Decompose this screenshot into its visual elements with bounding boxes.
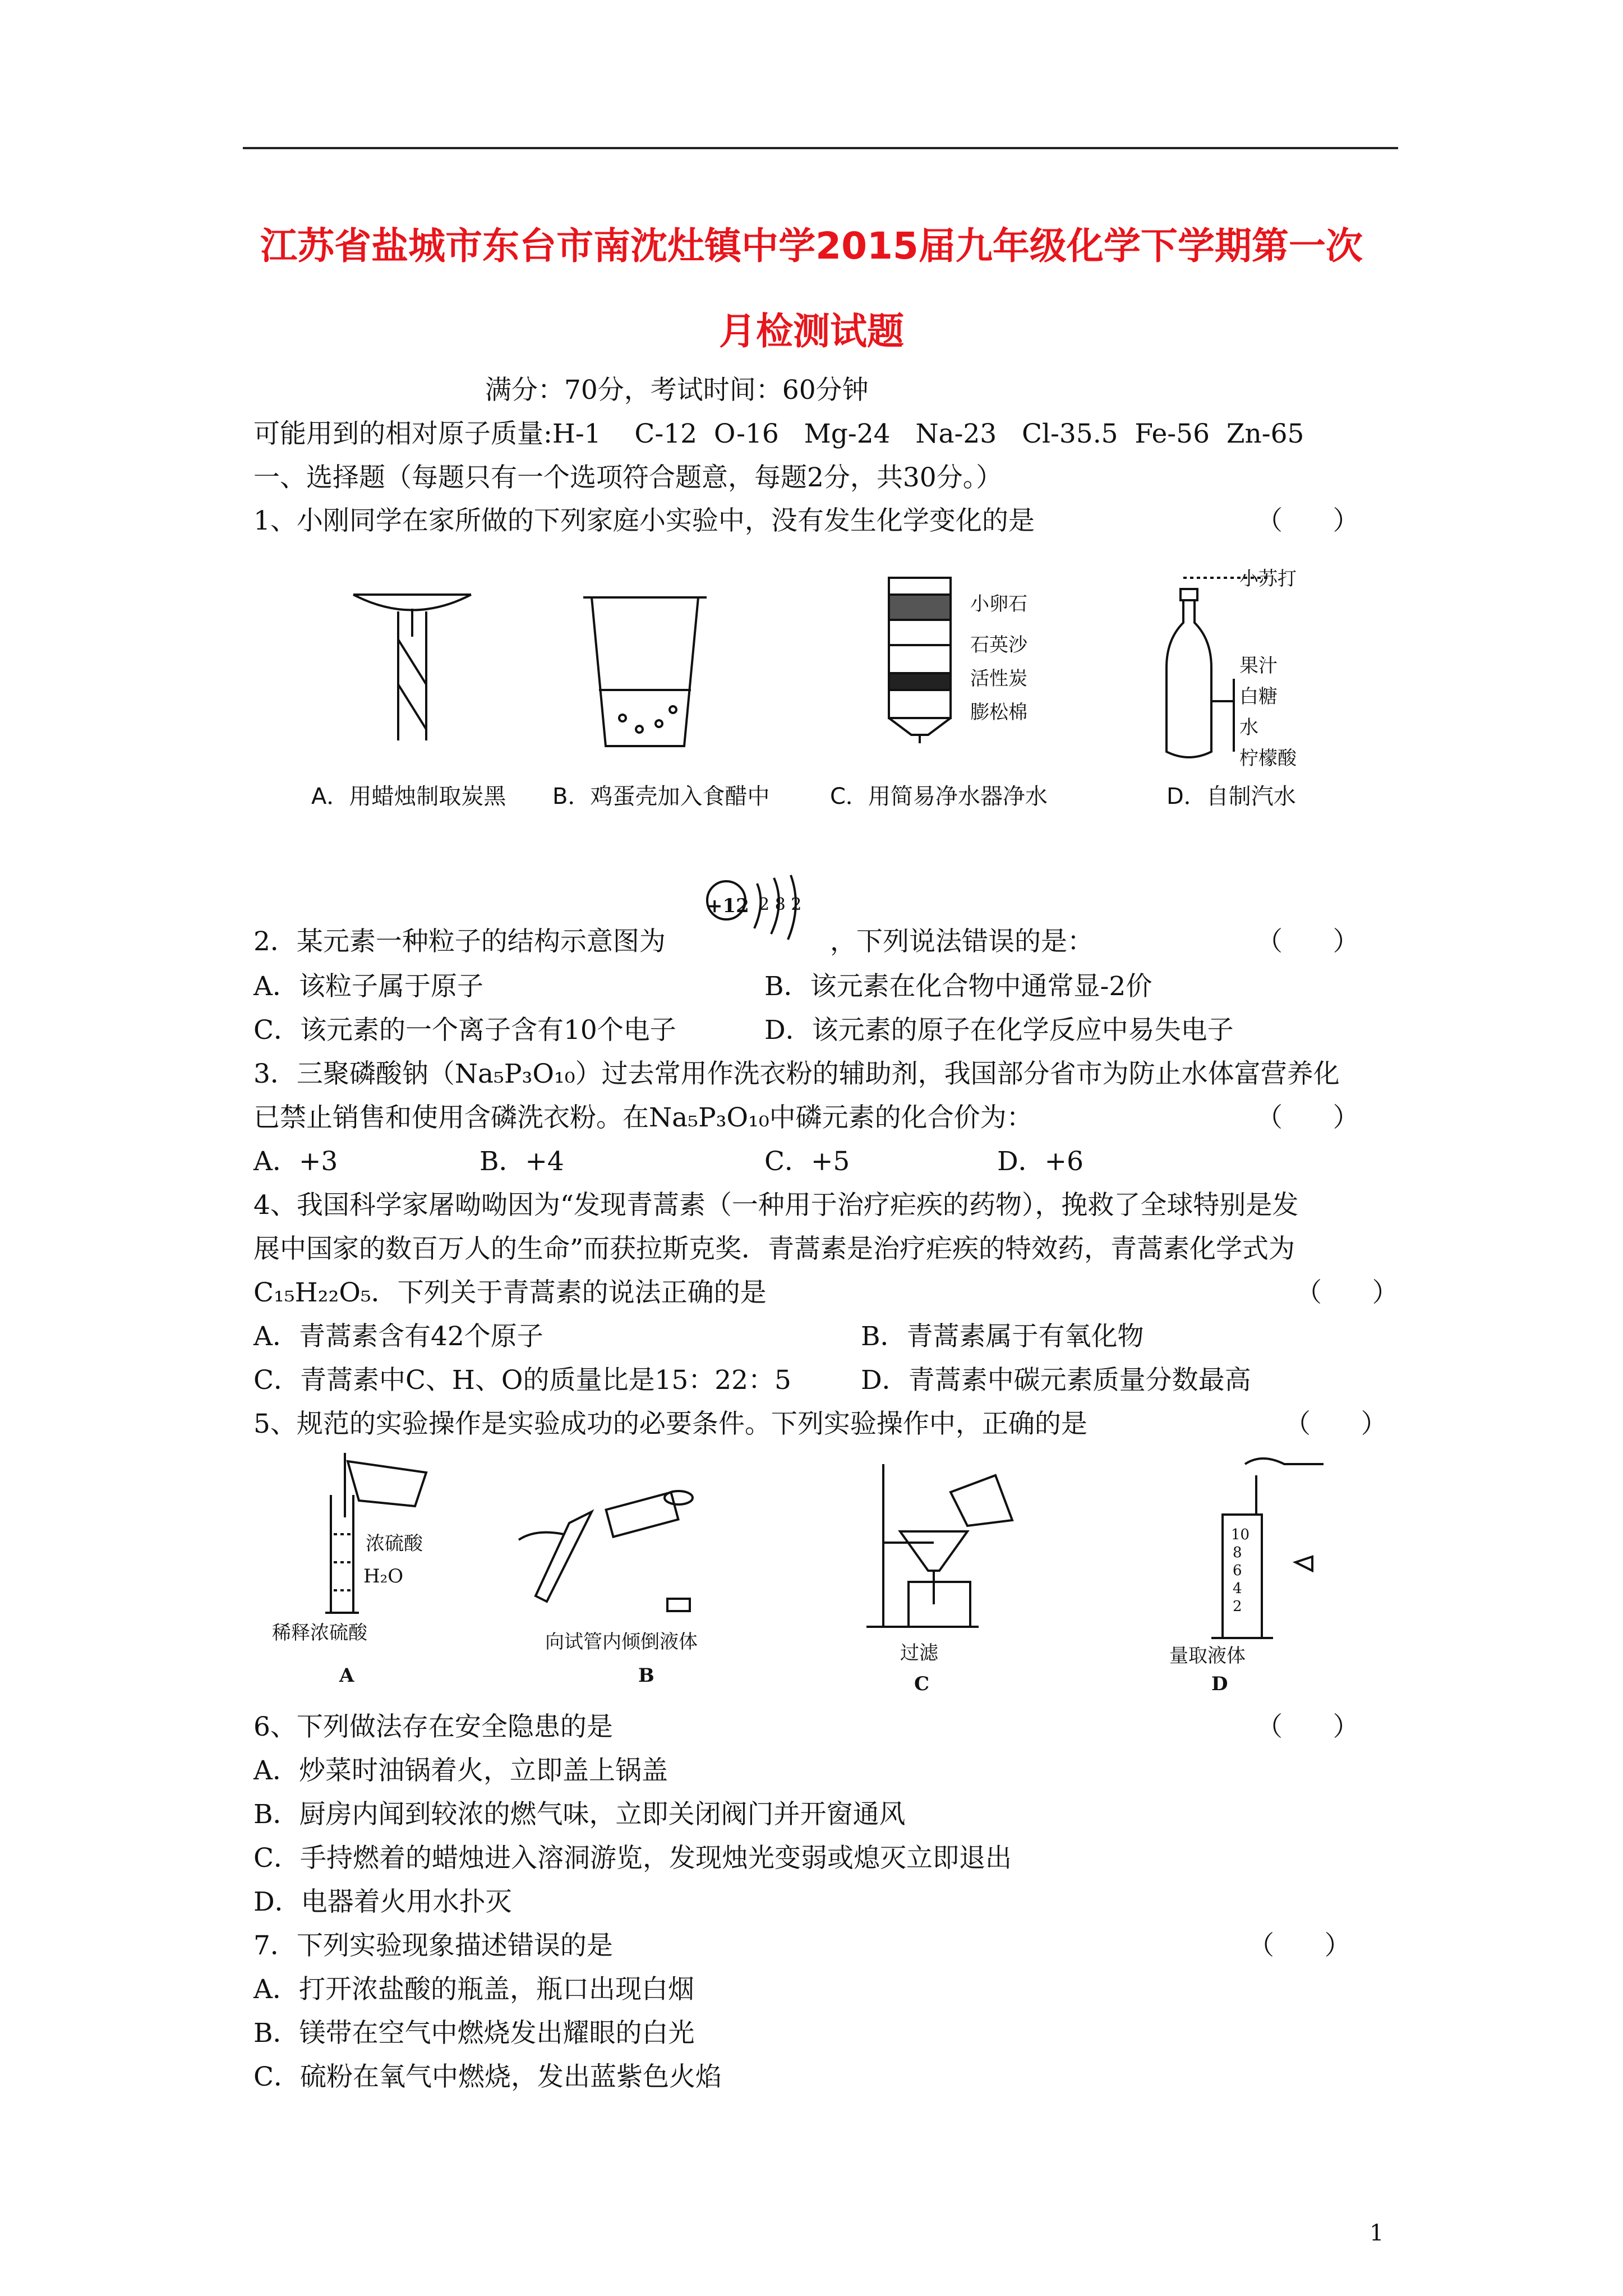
- filter-label-carbon: 活性炭: [970, 668, 1027, 690]
- q7-option-b: B．镁带在空气中燃烧发出耀眼的白光: [253, 2018, 695, 2049]
- bottle-label-citric-acid: 柠檬酸: [1239, 747, 1297, 770]
- filter-label-cotton: 膨松棉: [970, 701, 1027, 724]
- q5-caption-b: 向试管内倾倒液体: [545, 1631, 698, 1653]
- q6-option-b: B．厨房内闻到较浓的燃气味，立即关闭阀门并开窗通风: [253, 1799, 906, 1830]
- q2-option-d: D．该元素的原子在化学反应中易失电子: [764, 1015, 1234, 1046]
- label-conc-acid: 浓硫酸: [366, 1533, 423, 1555]
- q5-letter-c: C: [914, 1673, 930, 1695]
- q6-option-a: A．炒菜时油锅着火，立即盖上锅盖: [253, 1755, 668, 1786]
- q7-stem: 7．下列实验现象描述错误的是: [253, 1930, 613, 1961]
- q5-caption-c: 过滤: [900, 1642, 938, 1664]
- q5-letter-a: A: [339, 1664, 354, 1687]
- candle-plate-figure: [348, 583, 477, 769]
- scale-10: 10: [1231, 1526, 1250, 1543]
- atom-shells: 2 8 2: [759, 895, 802, 914]
- scale-6: 6: [1233, 1562, 1242, 1579]
- q6-stem: 6、下列做法存在安全隐患的是: [253, 1711, 613, 1742]
- section-heading: 一、选择题（每题只有一个选项符合题意，每题2分，共30分。）: [253, 462, 1003, 493]
- bottle-label-juice: 果汁: [1239, 655, 1278, 677]
- filter-label-sand: 石英沙: [970, 634, 1027, 656]
- q3-line-1: 3．三聚磷酸钠（Na₅P₃O₁₀）过去常用作洗衣粉的辅助剂，我国部分省市为防止水体富营养化: [253, 1059, 1340, 1089]
- bottle-label-baking-soda: 小苏打: [1239, 568, 1297, 590]
- q2-option-c: C．该元素的一个离子含有10个电子: [253, 1015, 676, 1046]
- q3-answer-paren: （ ）: [1256, 1102, 1359, 1133]
- atomic-masses: 可能用到的相对原子质量:H-1 C-12 O-16 Mg-24 Na-23 Cl-35.5 Fe-56 Zn-65: [253, 418, 1304, 449]
- q6-answer-paren: （ ）: [1256, 1711, 1359, 1742]
- bottle-label-water: 水: [1239, 716, 1258, 739]
- q6-option-c: C．手持燃着的蜡烛进入溶洞游览，发现烛光变弱或熄灭立即退出: [253, 1843, 1012, 1874]
- q5-stem: 5、规范的实验操作是实验成功的必要条件。下列实验操作中，正确的是: [253, 1409, 1087, 1439]
- filtration-figure: [866, 1458, 1052, 1638]
- q4-line-1: 4、我国科学家屠呦呦因为“发现青蒿素（一种用于治疗疟疾的药物），挽救了全球特别是发: [253, 1190, 1299, 1221]
- beaker-figure: [583, 589, 707, 752]
- header-rule: [243, 147, 1398, 149]
- q1-answer-paren: （ ）: [1256, 505, 1359, 536]
- q3-option-d: D．+6: [997, 1146, 1083, 1177]
- page-number: 1: [1370, 2220, 1384, 2246]
- q5-caption-a: 稀释浓硫酸: [272, 1622, 367, 1644]
- q4-line-2: 展中国家的数百万人的生命”而获拉斯克奖．青蒿素是治疗疟疾的特效药，青蒿素化学式为: [253, 1234, 1295, 1264]
- scale-2: 2: [1233, 1598, 1242, 1615]
- graduated-cylinder-figure: [1200, 1453, 1324, 1644]
- q2-stem-b: ，下列说法错误的是：: [830, 926, 1094, 957]
- q2-answer-paren: （ ）: [1256, 926, 1359, 957]
- q4-option-c: C．青蒿素中C、H、O的质量比是15：22：5: [253, 1365, 791, 1396]
- q5-letter-b: B: [638, 1664, 654, 1687]
- q5-caption-d: 量取液体: [1169, 1645, 1246, 1667]
- q5-answer-paren: （ ）: [1284, 1409, 1387, 1439]
- filter-label-pebbles: 小卵石: [970, 593, 1027, 615]
- q3-option-c: C．+5: [764, 1146, 850, 1177]
- q6-option-d: D．电器着火用水扑灭: [253, 1887, 512, 1917]
- pour-liquid-figure: [513, 1489, 698, 1613]
- label-water: H₂O: [363, 1565, 404, 1588]
- scale-8: 8: [1233, 1544, 1242, 1561]
- q2-option-a: A．该粒子属于原子: [253, 971, 483, 1002]
- q3-line-2: 已禁止销售和使用含磷洗衣粉。在Na₅P₃O₁₀中磷元素的化合价为：: [253, 1102, 1033, 1133]
- q4-answer-paren: （ ）: [1295, 1277, 1399, 1308]
- q1-caption-a: A．用蜡烛制取炭黑: [311, 784, 506, 809]
- q5-letter-d: D: [1211, 1673, 1228, 1695]
- q4-option-a: A．青蒿素含有42个原子: [253, 1321, 543, 1352]
- q1-caption-b: B．鸡蛋壳加入食醋中: [552, 784, 770, 809]
- q1-stem: 1、小刚同学在家所做的下列家庭小实验中，没有发生化学变化的是: [253, 505, 1035, 536]
- scale-4: 4: [1233, 1580, 1242, 1597]
- water-filter-figure: [878, 572, 962, 746]
- title-line-2: 月检测试题: [719, 310, 904, 353]
- q1-caption-c: C．用简易净水器净水: [830, 784, 1048, 809]
- q3-option-a: A．+3: [253, 1146, 338, 1177]
- q2-stem-a: 2．某元素一种粒子的结构示意图为: [253, 926, 666, 957]
- bottle-label-sugar: 白糖: [1239, 685, 1278, 708]
- q2-option-b: B．该元素在化合物中通常显-2价: [764, 971, 1152, 1002]
- q1-caption-d: D．自制汽水: [1166, 784, 1296, 809]
- q3-option-b: B．+4: [479, 1146, 564, 1177]
- q7-option-a: A．打开浓盐酸的瓶盖，瓶口出现白烟: [253, 1974, 694, 2005]
- q7-answer-paren: （ ）: [1248, 1930, 1351, 1961]
- q4-line-3: C₁₅H₂₂O₅．下列关于青蒿素的说法正确的是: [253, 1277, 767, 1308]
- atom-nucleus: +12: [707, 895, 749, 917]
- q7-option-c: C．硫粉在氧气中燃烧，发出蓝紫色火焰: [253, 2062, 722, 2092]
- q4-option-d: D．青蒿素中碳元素质量分数最高: [861, 1365, 1251, 1396]
- q4-option-b: B．青蒿素属于有氧化物: [861, 1321, 1144, 1352]
- title-line-1: 江苏省盐城市东台市南沈灶镇中学2015届九年级化学下学期第一次: [260, 224, 1363, 268]
- score-time: 满分：70分，考试时间：60分钟: [485, 375, 869, 406]
